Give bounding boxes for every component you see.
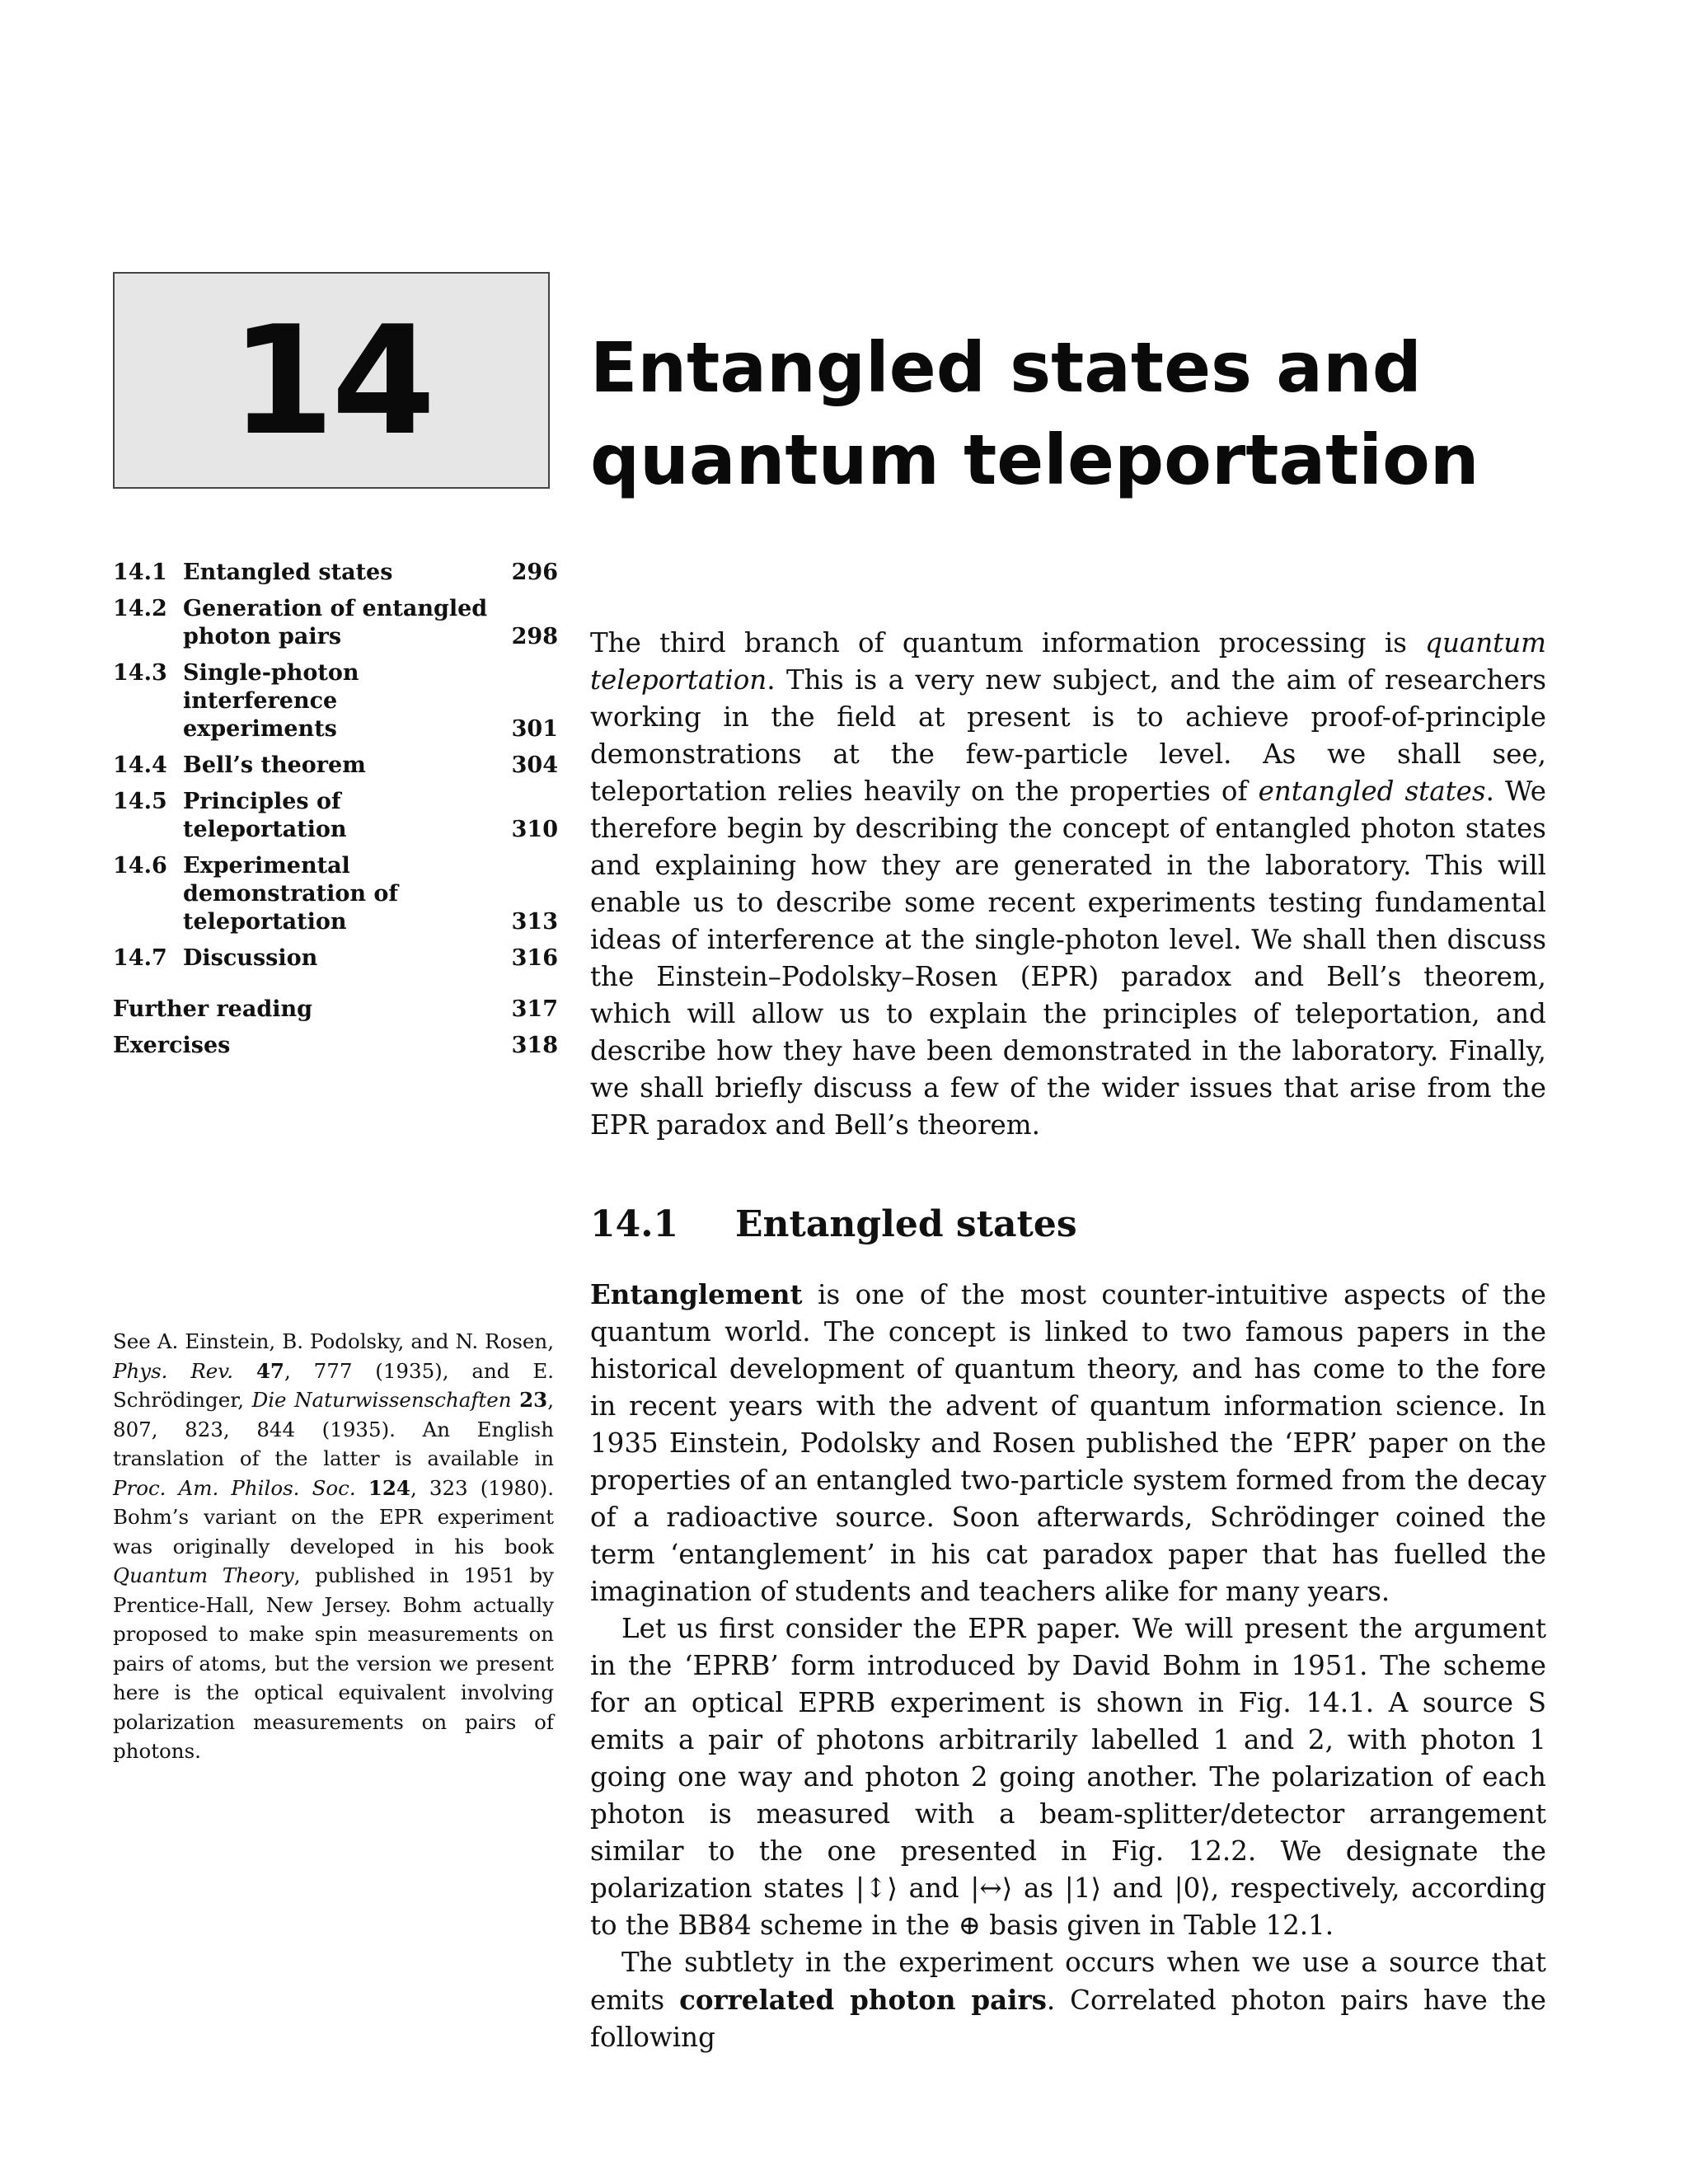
key-term: correlated photon pairs xyxy=(679,1984,1047,2016)
toc-item[interactable] xyxy=(113,559,558,587)
margin-note-journal: Die Naturwissenschaften xyxy=(251,1388,512,1412)
toc-item-exercises[interactable] xyxy=(113,1032,558,1060)
chapter-title xyxy=(590,321,1579,506)
toc-item[interactable] xyxy=(113,788,558,844)
emphasis: entangled states xyxy=(1258,776,1486,807)
body-text: The third branch of quantum information processing is xyxy=(590,627,1426,658)
toc-item-number: 14.7 xyxy=(113,945,167,971)
toc-item-title: Discussion xyxy=(183,945,318,971)
margin-note-journal: Phys. Rev. xyxy=(113,1358,233,1383)
toc-item-title: Single-photon interference experiments xyxy=(183,660,359,742)
toc-item-page: 313 xyxy=(511,909,558,935)
toc-item-number: 14.3 xyxy=(113,660,167,686)
intro-paragraph xyxy=(590,625,1546,1144)
toc-item-number: 14.1 xyxy=(113,560,167,585)
body-text: . Correlated photon pairs have the following xyxy=(590,1985,1546,2053)
toc-item[interactable] xyxy=(113,944,558,972)
margin-note-journal: Proc. Am. Philos. Soc. xyxy=(113,1475,356,1500)
toc-item-title: Experimental demonstration of teleportation xyxy=(183,853,399,935)
toc-item-title: Exercises xyxy=(113,1033,231,1058)
margin-note-text: See A. Einstein, B. Podolsky, and N. Rosen, xyxy=(113,1329,554,1353)
toc-item-number: 14.2 xyxy=(113,596,167,621)
toc-item-page: 318 xyxy=(511,1033,558,1058)
margin-note-book-title: Quantum Theory xyxy=(113,1563,294,1587)
body-text: . This is a very new subject, and the aim of researchers working in the field at present is to achieve proof-of-principle demonstrations at the few-particle level. As we shall see, teleportation relies heavily on the properties of xyxy=(590,664,1546,807)
toc-item-page: 317 xyxy=(511,996,558,1022)
key-term: Entanglement xyxy=(590,1278,803,1310)
emphasis: quantum teleportation xyxy=(590,627,1546,696)
toc-item-further-reading[interactable] xyxy=(113,996,558,1024)
margin-note-text xyxy=(356,1476,368,1500)
chapter-contents xyxy=(113,559,558,1068)
margin-note-text: , 323 (1980). Bohm’s variant on the EPR experiment was originally developed in his book xyxy=(113,1475,554,1558)
section-heading xyxy=(590,1203,1546,1246)
chapter-number: 14 xyxy=(230,293,433,468)
toc-item-page: 296 xyxy=(511,560,558,585)
body-paragraph xyxy=(590,1276,1546,1610)
margin-note xyxy=(113,1327,554,1766)
toc-item-title: Entangled states xyxy=(183,560,393,585)
body-text: . We therefore begin by describing the concept of entangled photon states and explaining how they are generated in the laboratory. This will enable us to describe some recent experiments testing fundamental ideas of interference at the single-photon level. We shall then discuss the Einstein–Podolsky–Rosen (EPR) paradox and Bell’s theorem, which will allow us to explain the principles of teleportation, and describe how they have been demonstrated in the laboratory. Finally, we shall briefly discuss a few of the wider issues that arise from the EPR paradox and Bell’s theorem. xyxy=(590,776,1546,1141)
toc-item-number: 14.4 xyxy=(113,752,167,778)
toc-item[interactable] xyxy=(113,752,558,780)
section-number: 14.1 xyxy=(590,1203,679,1245)
section-title: Entangled states xyxy=(735,1203,1077,1245)
toc-item-page: 298 xyxy=(511,624,558,649)
toc-item-title: Principles of teleportation xyxy=(183,789,347,842)
body-paragraph xyxy=(590,1944,1546,2056)
body-paragraph: Let us first consider the EPR paper. We will present the argument in the ‘EPRB’ form introduced by David Bohm in 1951. The scheme for an optical EPRB experiment is shown in Fig. 14.1. A source S emits a pair of photons arbitrarily labelled 1 and 2, with photon 1 going one way and photon 2 going another. The polarization of each photon is measured with a beam-splitter/detector arrangement similar to the one presented in Fig. 12.2. We designate the polarization states |↕⟩ and |↔⟩ as |1⟩ and |0⟩, respectively, according to the BB84 scheme in the ⊕ basis given in Table 12.1. xyxy=(590,1613,1546,1941)
toc-item-title: Further reading xyxy=(113,996,312,1022)
toc-item[interactable] xyxy=(113,659,558,743)
margin-note-volume: 23 xyxy=(519,1388,548,1412)
margin-note-text: , 777 (1935), and E. Schrödinger, xyxy=(113,1358,554,1412)
toc-item-page: 301 xyxy=(511,716,558,742)
toc-item-title: Generation of entangled photon pairs xyxy=(183,596,488,649)
toc-item-number: 14.5 xyxy=(113,789,167,814)
margin-note-volume: 47 xyxy=(256,1358,284,1383)
toc-item-number: 14.6 xyxy=(113,853,167,879)
toc-item[interactable] xyxy=(113,595,558,651)
margin-note-volume: 124 xyxy=(368,1475,410,1500)
margin-note-text xyxy=(233,1359,256,1383)
toc-item-page: 304 xyxy=(511,752,558,778)
margin-note-text: , published in 1951 by Prentice-Hall, New Jersey. Bohm actually proposed to make spin measurements on pairs of atoms, but the version we present here is the optical equivalent involving polarization measurements on pairs of photons. xyxy=(113,1563,554,1763)
margin-note-text xyxy=(512,1388,520,1412)
chapter-title-line-1: Entangled states and xyxy=(590,327,1422,408)
margin-note-text: , 807, 823, 844 (1935). An English translation of the latter is available in xyxy=(113,1388,554,1470)
main-text xyxy=(590,625,1546,2056)
chapter-number-box xyxy=(113,272,550,489)
chapter-title-line-2: quantum teleportation xyxy=(590,419,1479,500)
toc-item[interactable] xyxy=(113,852,558,936)
body-text: is one of the most counter-intuitive aspects of the quantum world. The concept is linked to two famous papers in the historical development of quantum theory, and has come to the fore in recent years with the advent of quantum information science. In 1935 Einstein, Podolsky and Rosen published the ‘EPR’ paper on the properties of an entangled two-particle system formed from the decay of a radioactive source. Soon afterwards, Schrödinger coined the term ‘entanglement’ in his cat paradox paper that has fuelled the imagination of students and teachers alike for many years. xyxy=(590,1279,1546,1607)
body-text: The subtlety in the experiment occurs when we use a source that emits xyxy=(590,1947,1546,2016)
toc-item-page: 310 xyxy=(511,817,558,842)
toc-item-title: Bell’s theorem xyxy=(183,752,366,778)
toc-item-page: 316 xyxy=(511,945,558,971)
